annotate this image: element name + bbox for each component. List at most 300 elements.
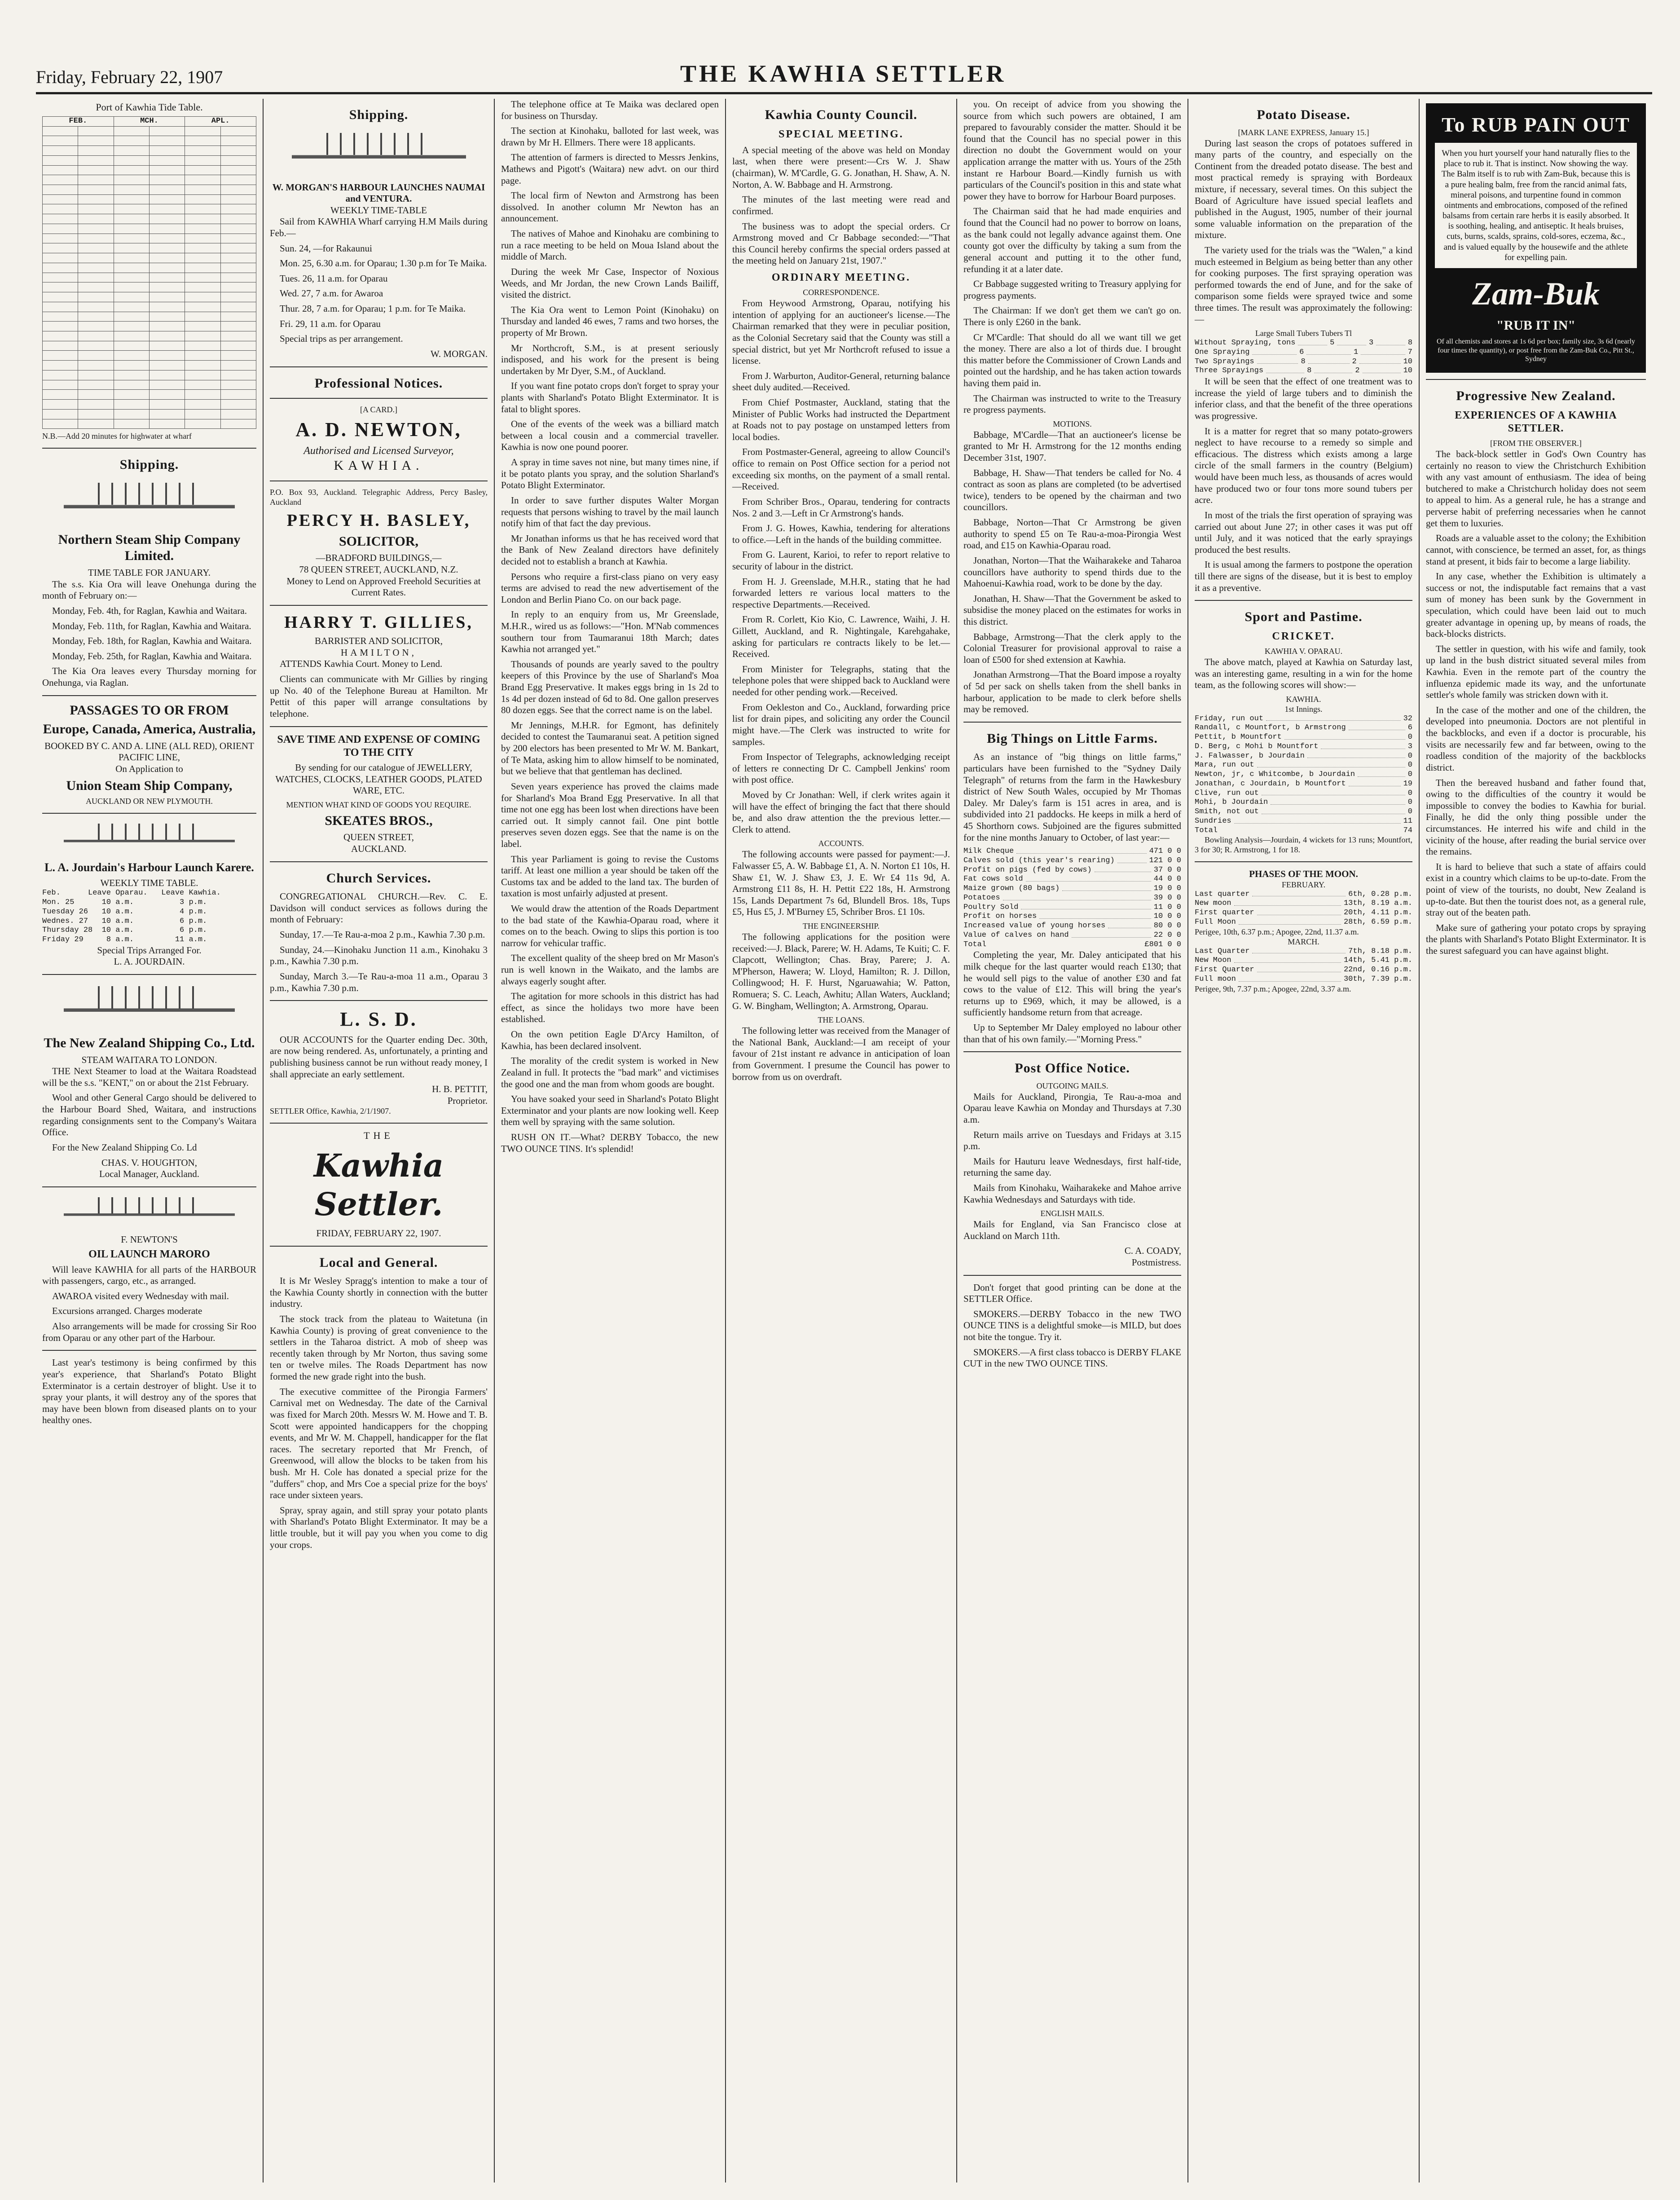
nss-timetable-heading: TIME TABLE FOR JANUARY. — [88, 567, 211, 578]
column-2 — [263, 99, 494, 2182]
tide-cell — [114, 361, 149, 370]
experiences-paragraph: Make sure of gathering your potato crops by spraying the plants with Sharland's Potato Blight Exterminator. It is the surest safeguard you can have against blight. — [1426, 922, 1646, 957]
tide-cell — [185, 322, 220, 331]
passages-lines: BOOKED BY C. AND A. LINE (ALL RED), ORIENT PACIFIC LINE, — [44, 740, 254, 763]
tide-row — [43, 204, 256, 214]
tide-row — [43, 341, 256, 351]
tide-cell — [114, 185, 149, 194]
basley-address-line: P.O. Box 93, Auckland. Telegraphic Address, Percy Basley, Auckland — [270, 487, 488, 507]
spray-results-row-cell: Without Spraying, tons — [1195, 339, 1296, 348]
tide-cell — [114, 234, 149, 243]
tide-cell — [114, 292, 149, 302]
tide-cell — [185, 224, 220, 234]
moon-phase-row-cell: 20th, 4.11 p.m. — [1343, 908, 1412, 917]
correspondence-item: From Inspector of Telegraphs, acknowledging receipt of letters re connecting Dr C. Campbell Jenkins' room with post office. — [732, 751, 950, 785]
tide-cell — [114, 341, 149, 351]
tide-cell — [149, 224, 185, 234]
tide-cell — [78, 400, 114, 410]
zambuk-body: When you hurt yourself your hand naturally flies to the place to rub it. That is instinct. Now showing the way. The Balm itself is to rub with Zam-Buk, because this is a pure healing balm, free from the rancid animal fats, mineral poisons, and turpentine found in common ointments and embrocations, composed of the refined balsams from certain rare herbs it is easily absorbed. It is soothing, healing, and antiseptic. It heals bruises, cuts, burns, scalds, sprains, cold-sores, eczema, &c., and is valued equally by the housewife and the athlete for expelling pain. — [1435, 143, 1637, 268]
council-report-paragraph: Cr Babbage suggested writing to Treasury applying for progress payments. — [963, 278, 1181, 301]
correspondence-item: From J. G. Howes, Kawhia, tendering for alterations to office.—Left in the hands of the building committee. — [732, 523, 950, 545]
post-office-heading: Post Office Notice. — [1015, 1061, 1130, 1076]
newton-surveyor-title: Authorised and Licensed Surveyor, — [303, 445, 454, 457]
local-news-item: A spray in time saves not nine, but many times nine, if it be potato plants you spray, and the solution Sharland's Potato Blight Exterminator. — [501, 457, 719, 491]
tide-cell — [185, 155, 220, 165]
tide-note: N.B.—Add 20 minutes for highwater at wharf — [42, 432, 192, 441]
tide-row — [43, 351, 256, 361]
tide-row — [43, 292, 256, 302]
spray-results-row — [1195, 357, 1412, 367]
tide-cell — [220, 243, 256, 253]
moon-phase-row-cell: New Moon — [1195, 956, 1231, 965]
farm-returns-row-cell: Profit on pigs (fed by cows) — [963, 865, 1092, 874]
tide-cell — [114, 419, 149, 429]
tide-cell — [43, 175, 78, 185]
spray-results-row-cell: 3 — [1368, 339, 1374, 348]
tide-cell — [43, 292, 78, 302]
tide-cell — [43, 390, 78, 400]
tide-cell — [185, 380, 220, 390]
tide-cell — [43, 185, 78, 194]
spray-results-row-cell: 8 — [1301, 357, 1306, 366]
skeates-street: QUEEN STREET, — [343, 832, 414, 843]
correspondence-item: From H. J. Greenslade, M.H.R., stating that he had forwarded letters re various local matters to the respective Departments.—Received. — [732, 576, 950, 610]
motions-list — [963, 429, 1181, 715]
tide-row — [43, 136, 256, 146]
council-report-paragraph: you. On receipt of advice from you showing the source from which such powers are obtained, I am prepared to favourably consider the matter. Should it be found that the Council has no special power in this direction no doubt the Government would on your application arrange the matter with us. Yours of the 25th instant re Harbour Board.—Kindly furnish us with particulars of the Council's position in this and state what power they have to borrow for Harbour Board purposes. — [963, 99, 1181, 202]
tide-cell — [185, 273, 220, 282]
tide-cell — [43, 282, 78, 292]
jourdain-timetable-row: Thursday 28 10 a.m. 6 p.m. — [42, 926, 207, 935]
tide-cell — [78, 136, 114, 146]
tide-row — [43, 390, 256, 400]
tide-cell — [78, 331, 114, 341]
tide-cell — [149, 292, 185, 302]
passages-application: On Application to — [115, 763, 183, 774]
tide-cell — [185, 292, 220, 302]
tide-row — [43, 175, 256, 185]
tide-cell — [185, 400, 220, 410]
tide-cell — [114, 146, 149, 156]
experiences-paragraph: In any case, whether the Exhibition is ultimately a success or not, the indisputable fact remains that a vast sum of money has been sunk by the Government in speculation, which could have been laid out to much greater advantage in opening up, by means of roads, the back-blocks districts. — [1426, 571, 1646, 639]
local-news-item: Mr Jennings, M.H.R. for Egmont, has definitely decided to contest the Taumaranui seat. A petition signed by 200 electors has been presented to Mr W. M. Bankart, of Te Mata, asking him to allow himself to be nominated, but we believe that that gentleman has declined. — [501, 719, 719, 777]
tide-cell — [78, 361, 114, 370]
paper-title: Kawhia Settler. — [313, 1147, 444, 1223]
council-report-paragraph: The Chairman: If we don't get them we can't go on. There is only £260 in the bank. — [963, 305, 1181, 327]
zambuk-brand: Zam-Buk — [1472, 276, 1600, 312]
local-news-item: This year Parliament is going to revise the Customs tariff. At least one million a year should be taken off the Customs tax and be added to the land tax. The burden of taxation is most unfairly adjusted at present. — [501, 853, 719, 899]
skeates-heading: SAVE TIME AND EXPENSE OF COMING TO THE CITY — [277, 733, 480, 758]
local-news-item: One of the events of the week was a billiard match between a local cousin and a commercial traveller. Kawhia is now one pound poorer. — [501, 419, 719, 453]
basley-street: 78 QUEEN STREET, AUCKLAND, N.Z. — [299, 564, 458, 575]
tide-cell — [149, 361, 185, 370]
tide-cell — [43, 400, 78, 410]
batting-row — [1195, 723, 1412, 733]
nzsc-notice: Wool and other General Cargo should be delivered to the Harbour Board Shed, Waitara, and instructions regarding consignments sent to the Company's Waitara Office. — [42, 1092, 256, 1138]
tide-cell — [185, 175, 220, 185]
batting-row — [1195, 798, 1412, 807]
batting-row-cell: 32 — [1403, 714, 1412, 723]
zambuk-advert — [1426, 103, 1646, 373]
nss-notice: The Kia Ora leaves every Thursday morning for Onehunga, via Raglan. — [42, 666, 256, 688]
tide-cell — [185, 185, 220, 194]
column-3 — [494, 99, 725, 2182]
local-news-item: The attention of farmers is directed to Messrs Jenkins, Mathews and Pigott's (Waitara) new advt. on our third page. — [501, 152, 719, 186]
tide-cell — [220, 351, 256, 361]
farm-returns-row-cell: 39 0 0 — [1153, 893, 1181, 902]
experiences-paragraph: The back-block settler in God's Own Country has certainly no reason to view the Christchurch Exhibition with any vast amount of enthusiasm. The idea of being butchered to make a Christchurch holiday does not seem to appeal to him. As a general rule, he has a strange and perverse habit of preferring necessaries when he cannot get them to luxuries. — [1426, 449, 1646, 529]
tide-cell — [43, 331, 78, 341]
batting-row-cell: 6 — [1407, 723, 1412, 732]
tide-cell — [149, 243, 185, 253]
tide-cell — [114, 409, 149, 419]
loans-heading: THE LOANS. — [818, 1015, 865, 1025]
experiences-paragraph: Roads are a valuable asset to the colony; the Exhibition cannot, with conscience, be termed an asset, for, as things stand at present, it bids fair to become a large liability. — [1426, 533, 1646, 567]
tide-cell — [78, 370, 114, 380]
farm-returns-table — [963, 847, 1181, 940]
tide-cell — [149, 380, 185, 390]
tide-cell — [185, 243, 220, 253]
correspondence-heading: CORRESPONDENCE. — [803, 288, 880, 297]
moon-phase-row — [1195, 908, 1412, 918]
tide-cell — [114, 282, 149, 292]
tide-cell — [78, 214, 114, 224]
big-things-text: As an instance of "big things on little farms," particulars have been furnished to the "Sydney Daily Telegraph" of returns from the farm in the Hawkesbury district of New South Wales, occupied by Mr Thomas Daley. Mr Daley's farm is 151 acres in area, and is subdivided into 21 paddocks. He keeps in milk a herd of 45 Shorthorn cows. Subjoined are the figures submitted for the nine months January to October, of last year:— — [963, 751, 1181, 843]
batting-row — [1195, 770, 1412, 780]
farm-returns-row — [963, 884, 1181, 894]
spray-results-row-cell: One Spraying — [1195, 348, 1250, 357]
big-things-text: Completing the year, Mr. Daley anticipated that his milk cheque for the last quarter would reach £130; that he would sell pigs to the value of another £30 and fat cows to the value of £12. This will bring the year's returns up to £969, which, it may be allowed, is a sufficiently handsome return from that acreage. — [963, 949, 1181, 1018]
tide-row — [43, 282, 256, 292]
tide-cell — [220, 253, 256, 263]
moon-phase-row-cell: Last quarter — [1195, 890, 1250, 899]
potato-paragraph: The variety used for the trials was the "Walen," a kind much esteemed in Belgium as being better than any other for cooking purposes. The first spraying operation was performed towards the end of June, and for the sake of comparison some fields were sprayed twice and some three times. The result was approximately the following:— — [1195, 245, 1412, 325]
batting-row-cell: 0 — [1407, 789, 1412, 798]
nss-notice: Monday, Feb. 25th, for Raglan, Kawhia and Waitara. — [52, 650, 252, 661]
tide-cell — [43, 146, 78, 156]
batting-row — [1195, 714, 1412, 724]
local-general-continued — [501, 99, 719, 1128]
tide-cell — [43, 194, 78, 204]
morgan-timetable-line: Fri. 29, 11 a.m. for Oparau — [280, 318, 381, 329]
tide-cell — [43, 263, 78, 273]
tide-cell — [185, 331, 220, 341]
column-1 — [36, 99, 263, 2182]
moon-phases-heading: PHASES OF THE MOON. — [1249, 869, 1358, 880]
potato-disease-article — [1195, 138, 1412, 326]
tide-cell — [149, 341, 185, 351]
spray-results-row-cell: 6 — [1299, 348, 1304, 357]
tide-row — [43, 380, 256, 390]
tide-cell — [149, 146, 185, 156]
tide-cell — [149, 165, 185, 175]
local-news-item: The executive committee of the Pirongia Farmers' Carnival met on Wednesday. The date of the Carnival was fixed for March 20th. Messrs W. M. Howe and T. B. Scott were appointed handicappers for the chopping events, and Mr W. M. Chappell, handicapper for the flat races. The secretary reported that Mr French, of Greenwood, will allow the blocks to be taken from his bush. Mr H. Cole has donated a special prize for the "duffers" chop, and Mrs Coe a special prize for the boys' race under sixteen years. — [270, 1386, 488, 1501]
tide-cell — [114, 370, 149, 380]
tide-cell — [78, 263, 114, 273]
farm-returns-row-cell: Increased value of young horses — [963, 921, 1106, 930]
nss-notice: Monday, Feb. 4th, for Raglan, Kawhia and Waitara. — [52, 605, 247, 616]
lsd-office: SETTLER Office, Kawhia, 2/1/1907. — [270, 1107, 391, 1116]
tide-cell — [220, 409, 256, 419]
jourdain-timetable — [42, 889, 256, 944]
february-perigee: Perigee, 10th, 6.37 p.m.; Apogee, 22nd, 11.37 a.m. — [1195, 927, 1359, 936]
tide-cell — [185, 204, 220, 214]
newton-surveyor-location: KAWHIA. — [334, 458, 424, 473]
tide-cell — [78, 146, 114, 156]
spray-results-row — [1195, 366, 1412, 376]
farm-returns-row-cell: Fat cows sold — [963, 875, 1023, 884]
newton-launch-illustration — [64, 1194, 235, 1230]
post-office-notices — [963, 1091, 1181, 1205]
potato-paragraph: During last season the crops of potatoes suffered in many parts of the country, and especially on the Continent from the dreaded potato disease. The best and most practical remedy is spraying with Bordeaux mixture, if necessary, several times. On this subject the Board of Agriculture have issued special leaflets and published in the August, 1905, number of their journal some valuable information on the preparation of the mixture. — [1195, 137, 1412, 241]
tide-cell — [78, 253, 114, 263]
tide-cell — [220, 185, 256, 194]
march-heading: MARCH. — [1288, 937, 1319, 946]
batting-row-cell: 0 — [1407, 798, 1412, 807]
jourdain-timetable-row: Mon. 25 10 a.m. 3 p.m. — [42, 898, 207, 907]
batting-row-cell: 0 — [1407, 733, 1412, 742]
moon-phase-row — [1195, 966, 1412, 975]
morgan-timetable-line: Wed. 27, 7 a.m. for Awaroa — [280, 288, 383, 299]
mail-notice: Mails from Kinohaku, Waiharakeke and Mahoe arrive Kawhia Wednesdays and Saturdays with tide. — [963, 1182, 1181, 1205]
tide-cell — [149, 419, 185, 429]
local-news-item: Mr Northcroft, S.M., is at present seriously indisposed, and his work for the present is being undertaken by Mr Dyer, S.M., of Auckland. — [501, 342, 719, 376]
potato-paragraph: In most of the trials the first operation of spraying was carried out about June 27; in other cases it was put off until July, and it was noticed that the early sprayings produced the best results. — [1195, 509, 1412, 555]
tide-cell — [78, 234, 114, 243]
tide-cell — [220, 175, 256, 185]
tide-row — [43, 263, 256, 273]
tide-cell — [149, 322, 185, 331]
professional-notices-heading: Professional Notices. — [314, 375, 443, 391]
jourdain-timetable-row: Tuesday 26 10 a.m. 4 p.m. — [42, 907, 207, 916]
batting-row-cell: Mohi, b Jourdain — [1195, 798, 1268, 807]
tide-cell — [220, 380, 256, 390]
tide-cell — [220, 155, 256, 165]
local-news-item: In reply to an enquiry from us, Mr Greenslade, M.H.R., wired us as follows:—"Hon. M'Nab commences southern tour from Taumaranui 18th March; dates Kawhia not arranged yet." — [501, 609, 719, 655]
tide-cell — [114, 312, 149, 322]
local-news-item: It is Mr Wesley Spragg's intention to make a tour of the Kawhia County shortly in connection with the butter industry. — [270, 1275, 488, 1309]
farm-returns-row — [963, 866, 1181, 875]
council-heading: Kawhia County Council. — [765, 107, 918, 122]
moon-phase-row-cell: First Quarter — [1195, 966, 1254, 974]
tide-cell — [43, 273, 78, 282]
correspondence-item: From Heywood Armstrong, Oparau, notifying his intention of applying for an auctioneer's license.—The Chairman remarked that they were in peculiar position, as the Colonial Secretary said that the County was still a special district, but yet Mr Northcroft refused to issue a license. — [732, 298, 950, 366]
moon-phase-row-cell: Last Quarter — [1195, 947, 1250, 956]
tide-cell — [220, 146, 256, 156]
tide-cell — [149, 302, 185, 312]
experiences-source: [FROM THE OBSERVER.] — [1490, 439, 1582, 448]
farm-returns-row-cell: Potatoes — [963, 893, 1000, 902]
farm-returns-row-cell: 37 0 0 — [1153, 865, 1181, 874]
batting-row — [1195, 733, 1412, 742]
lsd-signature-title: Proprietor. — [447, 1095, 488, 1106]
special-meeting-heading: SPECIAL MEETING. — [778, 128, 904, 140]
basley-title: SOLICITOR, — [339, 533, 418, 549]
shipping-heading: Shipping. — [349, 107, 409, 122]
farm-returns-row-cell: Poultry Sold — [963, 903, 1019, 912]
english-mails-heading: ENGLISH MAILS. — [1040, 1209, 1104, 1218]
tide-cell — [114, 351, 149, 361]
tide-cell — [149, 214, 185, 224]
farm-returns-row-cell: Calves sold (this year's rearing) — [963, 856, 1115, 865]
tide-cell — [78, 204, 114, 214]
column-4 — [725, 99, 956, 2182]
farm-returns-row — [963, 931, 1181, 940]
spray-results-row-cell: 5 — [1330, 339, 1335, 348]
tide-cell — [149, 194, 185, 204]
local-news-item: Spray, spray again, and still spray your potato plants with Sharland's Potato Blight Exterminator. It may be a little trouble, but it will pay you when you come to dig your crops. — [270, 1504, 488, 1550]
tide-cell — [78, 185, 114, 194]
moon-phase-row-cell: Full Moon — [1195, 917, 1236, 926]
tide-cell — [220, 370, 256, 380]
church-service-line: Sunday, 17.—Te Rau-a-moa 2 p.m., Kawhia 7.30 p.m. — [280, 929, 485, 940]
tide-cell — [220, 282, 256, 292]
tide-cell — [78, 419, 114, 429]
motion-item: Jonathan, Norton—That the Waiharakeke and Taharoa councillors have authority to spend thirds due to the Mahoenui-Kawhia road, work to be done by the day. — [963, 555, 1181, 589]
tide-cell — [220, 312, 256, 322]
morgan-timetable-line: Special trips as per arrangement. — [280, 333, 403, 344]
gillies-notice: ATTENDS Kawhia Court. Money to Lend. — [280, 658, 443, 670]
tide-cell — [78, 409, 114, 419]
batting-row-cell: 19 — [1403, 779, 1412, 788]
local-news-item: The natives of Mahoe and Kinohaku are combining to run a race meeting to be held on Moua Island about the middle of March. — [501, 228, 719, 262]
skeates-notice: By sending for our catalogue of JEWELLERY, WATCHES, CLOCKS, LEATHER GOODS, PLATED WARE, ETC. — [275, 762, 482, 796]
tide-row — [43, 361, 256, 370]
zambuk-price: Of all chemists and stores at 1s 6d per box; family size, 3s 6d (nearly four times the quantity), or post free from the Zam-Buk Co., Pitt St., Sydney — [1436, 338, 1636, 363]
local-news-item: In order to save further disputes Walter Morgan requests that persons wishing to travel by the mail launch notify him of that fact the day previous. — [501, 494, 719, 529]
tide-cell — [185, 282, 220, 292]
basley-notice: Money to Lend on Approved Freehold Securities at Current Rates. — [286, 575, 481, 598]
batting-row-cell: Mara, run out — [1195, 761, 1254, 770]
tide-cell — [43, 126, 78, 136]
tide-cell — [185, 136, 220, 146]
tide-cell — [114, 243, 149, 253]
jourdain-trips: Special Trips Arranged For. — [97, 944, 202, 956]
batting-row — [1195, 761, 1412, 770]
local-news-item: Thousands of pounds are yearly saved to the poultry keepers of this Province by the use of Sharland's Moa Brand Egg Preservative. It makes eggs bring in 1s 2d to 1s 4d per dozen instead of 6d to 8d. One gallon preserves 80 dozen eggs. See that the correct name is on the label. — [501, 658, 719, 716]
mail-notice: Return mails arrive on Tuesdays and Fridays at 3.15 p.m. — [963, 1129, 1181, 1152]
tide-cell — [114, 136, 149, 146]
local-news-item: The agitation for more schools in this district has had effect, as since the holidays two more have been established. — [501, 991, 719, 1025]
postmistress-title: Postmistress. — [1131, 1257, 1181, 1268]
experiences-article — [1426, 449, 1646, 957]
church-service-line: Sunday, 24.—Kinohaku Junction 11 a.m., Kinohaku 3 p.m., Kawhia 7.30 p.m. — [270, 944, 488, 967]
newton-notice: Also arrangements will be made for crossing Sir Roo from Oparau or any other part of the Harbour. — [42, 1321, 256, 1343]
moon-phase-row-cell: Full moon — [1195, 974, 1236, 983]
tide-cell — [43, 361, 78, 370]
morgan-timetable-line: Tues. 26, 11 a.m. for Oparau — [280, 273, 388, 284]
february-phases — [1195, 890, 1412, 927]
batting-row-cell: Pettit, b Mountfort — [1195, 733, 1282, 742]
march-perigee: Perigee, 9th, 7.37 p.m.; Apogee, 22nd, 3.37 a.m. — [1195, 984, 1351, 993]
kawhia-scorecard — [1195, 714, 1412, 826]
issue-date: Friday, February 22, 1907 — [36, 67, 223, 87]
tide-cell — [114, 273, 149, 282]
tide-cell — [114, 322, 149, 331]
batting-row-cell: 3 — [1407, 742, 1412, 751]
gillies-title: BARRISTER AND SOLICITOR, — [315, 635, 443, 647]
skeates-mention: MENTION WHAT KIND OF GOODS YOU REQUIRE. — [286, 800, 471, 809]
tide-cell — [220, 302, 256, 312]
local-news-item: The section at Kinohaku, balloted for last week, was drawn by Mr H. Ellmers. There were 18 applicants. — [501, 125, 719, 148]
special-meeting-paragraph: The business was to adopt the special orders. Cr Armstrong moved and Cr Babbage seconded:—"That this Council hereby confirms the special orders passed at the meeting held on January 21st, 1907." — [732, 220, 950, 266]
nzsc-notice: THE Next Steamer to load at the Waitara Roadstead will be the s.s. "KENT," on or about the 21st February. — [42, 1066, 256, 1088]
blight-advert: Last year's testimony is being confirmed by this year's experience, that Sharland's Potato Blight Exterminator is a certain destroyer of blight. Use it to spray your plants, it will destroy any of the spores that may have been blown from diseased plants on to your healthy ones. — [42, 1357, 256, 1426]
skeates-location: AUCKLAND. — [351, 843, 407, 855]
gillies-location: HAMILTON, — [341, 647, 417, 658]
potato-disease-article-continued — [1195, 376, 1412, 594]
farm-returns-row-cell: 11 0 0 — [1153, 903, 1181, 912]
team-name: KAWHIA. — [1286, 694, 1321, 704]
spray-results-row-cell: 10 — [1403, 357, 1413, 366]
motion-item: Babbage, M'Cardle—That an auctioneer's license be granted to Mr H. Armstrong for the 12 months ending December 31st, 1907. — [963, 429, 1181, 463]
tide-cell — [114, 165, 149, 175]
experiences-paragraph: It is hard to believe that such a state of affairs could exist in a country which claims to be up-to-date. From the point of view of the tourists, no doubt, New Zealand is up-to-date. But then the tourist does not, as a general rule, stray out of the beaten path. — [1426, 861, 1646, 918]
correspondence-item: Moved by Cr Jonathan: Well, if clerk writes again it will have the effect of bringing the fact that there should be, and also draw attention the the previous letter.—Clerk to attend. — [732, 789, 950, 835]
moon-phase-row — [1195, 918, 1412, 927]
spray-results-row-cell: 2 — [1352, 357, 1357, 366]
nzsc-signature: CHAS. V. HOUGHTON, — [101, 1157, 197, 1168]
nss-company-name: Northern Steam Ship Company Limited. — [58, 532, 241, 564]
experiences-paragraph: The settler in question, with his wife and family, took up land in the bush district situated several miles from Kawhia. Even in the remote part of the country the influenza epidemic made its way, and the unfortunate settler's whole family was stricken down with it. — [1426, 643, 1646, 701]
tide-cell — [43, 302, 78, 312]
tide-cell — [43, 370, 78, 380]
council-report-paragraph: The Chairman was instructed to write to the Treasury re progress payments. — [963, 392, 1181, 415]
morgan-timetable-heading: WEEKLY TIME-TABLE — [330, 204, 427, 216]
local-news-item: We would draw the attention of the Roads Department to the bad state of the Kawhia-Oparau road, where it comes on to the beach. Owing to slips this portion is too narrow for vehicular traffic. — [501, 903, 719, 948]
tide-cell — [185, 370, 220, 380]
tide-table-title: Port of Kawhia Tide Table. — [96, 101, 203, 113]
church-heading: Church Services. — [326, 870, 431, 886]
bowling-analysis: Bowling Analysis—Jourdain, 4 wickets for 13 runs; Mountfort, 3 for 30; R. Armstrong, 1 for 18. — [1195, 835, 1412, 855]
tide-cell — [185, 302, 220, 312]
motion-item: Jonathan, H. Shaw—That the Government be asked to subsidise the money placed on the estimates for works in this district. — [963, 593, 1181, 627]
correspondence-item: From Schriber Bros., Oparau, tendering for contracts Nos. 2 and 3.—Left in Cr Armstrong's hands. — [732, 496, 950, 519]
tide-cell — [149, 409, 185, 419]
tide-cell — [114, 302, 149, 312]
tide-cell — [114, 253, 149, 263]
big-things-text: Up to September Mr Daley employed no labour other than that of his own family.—"Morning Press." — [963, 1022, 1181, 1045]
tide-cell — [185, 165, 220, 175]
spray-results-row-cell: 8 — [1307, 366, 1312, 375]
spray-results-row — [1195, 339, 1412, 348]
batting-row — [1195, 742, 1412, 752]
tide-cell — [43, 312, 78, 322]
experiences-heading: EXPERIENCES OF A KAWHIA SETTLER. — [1455, 409, 1617, 434]
moon-phase-row-cell: First quarter — [1195, 908, 1254, 917]
farm-returns-row-cell: 10 0 0 — [1153, 912, 1181, 921]
jourdain-timetable-row: Feb. Leave Oparau. Leave Kawhia. — [42, 889, 221, 898]
farm-returns-row-cell: 44 0 0 — [1153, 875, 1181, 884]
tide-cell — [114, 400, 149, 410]
nss-notice: Monday, Feb. 11th, for Raglan, Kawhia and Waitara. — [52, 620, 251, 631]
tide-row — [43, 253, 256, 263]
potato-disease-heading: Potato Disease. — [1257, 107, 1350, 122]
tide-cell — [43, 419, 78, 429]
local-news-item: Mr Jonathan informs us that he has received word that the Bank of New Zealand directors have definitely decided not to establish a branch at Kawhia. — [501, 533, 719, 567]
tide-cell — [78, 165, 114, 175]
mail-notice: Mails for Hauturu leave Wednesdays, first half-tide, returning the same day. — [963, 1155, 1181, 1178]
moon-phase-row-cell: 13th, 8.19 a.m. — [1343, 899, 1412, 908]
tide-row — [43, 273, 256, 282]
tide-cell — [220, 390, 256, 400]
tide-cell — [185, 312, 220, 322]
smokers-advert: SMOKERS.—DERBY Tobacco in the new TWO OUNCE TINS is a delightful smoke—is MILD, but does not bite the tongue. Try it. — [963, 1308, 1181, 1343]
tide-cell — [185, 253, 220, 263]
tide-cell — [78, 243, 114, 253]
moon-phase-row — [1195, 947, 1412, 957]
tide-row — [43, 302, 256, 312]
